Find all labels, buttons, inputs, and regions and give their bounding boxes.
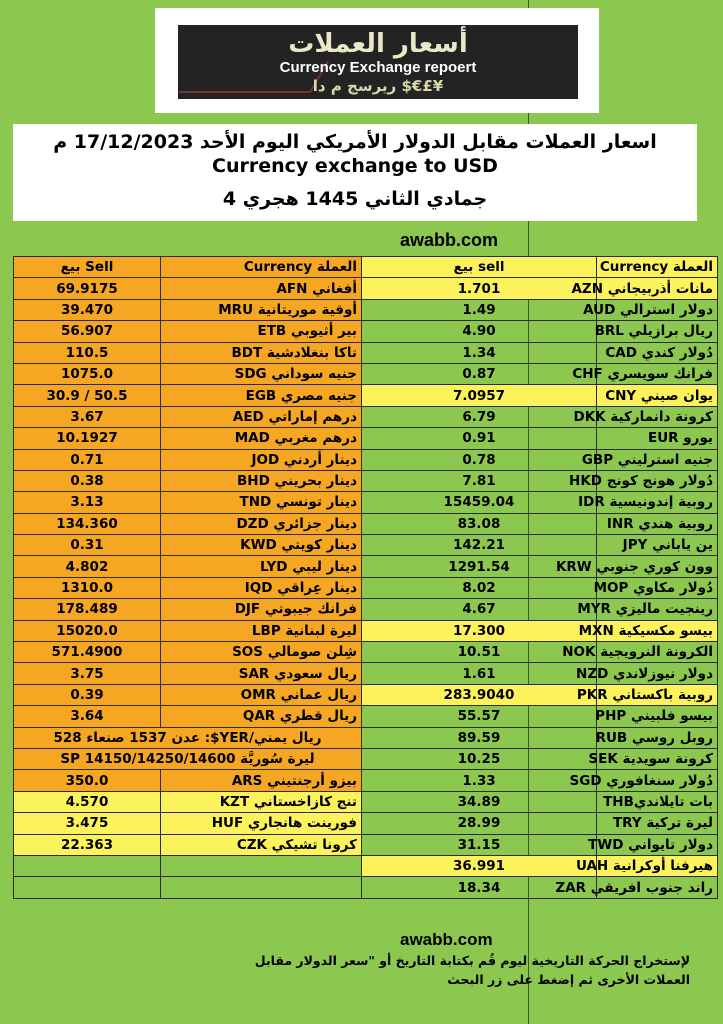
left-currency-cell: دينار بحريني BHD <box>161 470 362 491</box>
rates-table-body <box>14 257 718 899</box>
left-currency-cell: دينار أردني JOD <box>161 449 362 470</box>
left-merged-cell: ليرة سُوريَّة 14150/14250/14600 SP <box>14 748 362 769</box>
left-sell-cell: 571.4900 <box>14 642 161 663</box>
left-sell-cell: 0.31 <box>14 535 161 556</box>
right-currency-cell: بات تايلانديTHB <box>597 791 718 812</box>
right-sell-cell: 4.90 <box>362 321 597 342</box>
left-sell-cell: 15020.0 <box>14 620 161 641</box>
table-row <box>14 321 718 342</box>
right-currency-cell: دُولار هونج كونج HKD <box>597 470 718 491</box>
logo-arabic-text: أسعار العملات <box>288 29 468 59</box>
table-row <box>14 535 718 556</box>
left-sell-cell: 0.71 <box>14 449 161 470</box>
left-sell-cell: 22.363 <box>14 834 161 855</box>
left-currency-cell: بيزو أرجنتيني ARS <box>161 770 362 791</box>
table-row <box>14 855 718 876</box>
table-row <box>14 492 718 513</box>
right-sell-cell: 1.49 <box>362 299 597 320</box>
table-row <box>14 642 718 663</box>
left-currency-cell: ليرة لبنانية LBP <box>161 620 362 641</box>
table-header-row <box>14 257 718 278</box>
right-currency-cell: فرانك سويسري CHF <box>597 363 718 384</box>
header-right-sell: بيع sell <box>362 257 597 278</box>
logo-english-text: Currency Exchange repoert <box>279 59 477 76</box>
table-row <box>14 385 718 406</box>
left-sell-cell: 350.0 <box>14 770 161 791</box>
right-sell-cell: 89.59 <box>362 727 597 748</box>
left-sell-cell: 69.9175 <box>14 278 161 299</box>
right-sell-cell: 8.02 <box>362 577 597 598</box>
left-currency-cell: ريال عماني OMR <box>161 684 362 705</box>
right-sell-cell: 1.61 <box>362 663 597 684</box>
right-sell-cell: 1291.54 <box>362 556 597 577</box>
left-sell-cell: 134.360 <box>14 513 161 534</box>
left-sell-cell: 1310.0 <box>14 577 161 598</box>
left-currency-cell: دينار تونسي TND <box>161 492 362 513</box>
left-sell-cell: 39.470 <box>14 299 161 320</box>
table-row <box>14 449 718 470</box>
left-sell-cell <box>14 877 161 898</box>
right-currency-cell: مانات أذربيجاني AZN <box>597 278 718 299</box>
left-currency-cell: درهم مغربي MAD <box>161 428 362 449</box>
left-sell-cell: 4.802 <box>14 556 161 577</box>
right-sell-cell: 1.701 <box>362 278 597 299</box>
table-row <box>14 663 718 684</box>
table-row <box>14 299 718 320</box>
table-row <box>14 428 718 449</box>
right-currency-cell: بيسو فلبيني PHP <box>597 706 718 727</box>
left-currency-cell: فورينت هانجاري HUF <box>161 813 362 834</box>
right-sell-cell: 7.81 <box>362 470 597 491</box>
left-currency-cell: دينار ليبي LYD <box>161 556 362 577</box>
right-sell-cell: 28.99 <box>362 813 597 834</box>
left-sell-cell: 30.9 / 50.5 <box>14 385 161 406</box>
table-row <box>14 727 718 748</box>
right-sell-cell: 36.991 <box>362 855 597 876</box>
table-row <box>14 813 718 834</box>
left-currency-cell: جنيه مصري EGB <box>161 385 362 406</box>
right-currency-cell: دولار تايواني TWD <box>597 834 718 855</box>
left-sell-cell: 56.907 <box>14 321 161 342</box>
right-currency-cell: دُولار سنغافوري SGD <box>597 770 718 791</box>
right-currency-cell: وون كوري جنوبي KRW <box>597 556 718 577</box>
right-currency-cell: دولار نيوزلاندي NZD <box>597 663 718 684</box>
table-row <box>14 406 718 427</box>
right-currency-cell: ين ياباني JPY <box>597 535 718 556</box>
right-currency-cell: روبية باكستاني PKR <box>597 684 718 705</box>
right-sell-cell: 6.79 <box>362 406 597 427</box>
site-link-top[interactable]: awabb.com <box>400 230 499 250</box>
table-row <box>14 684 718 705</box>
left-sell-cell: 3.64 <box>14 706 161 727</box>
site-logo <box>178 25 578 99</box>
right-sell-cell: 0.87 <box>362 363 597 384</box>
left-sell-cell: 10.1927 <box>14 428 161 449</box>
right-sell-cell: 283.9040 <box>362 684 597 705</box>
table-row <box>14 577 718 598</box>
table-row <box>14 278 718 299</box>
right-sell-cell: 15459.04 <box>362 492 597 513</box>
right-currency-cell: راند جنوب افريقي ZAR <box>597 877 718 898</box>
header-right-currency: العملة Currency <box>597 257 718 278</box>
left-currency-cell: دينار عِراقي IQD <box>161 577 362 598</box>
left-currency-cell: ريال سعودي SAR <box>161 663 362 684</box>
site-link-bottom[interactable]: awabb.com <box>400 930 493 949</box>
right-currency-cell: دُولار مكاوي MOP <box>597 577 718 598</box>
search-instruction-note: لإستخراج الحركة التاريخية ليوم قُم بكتابة التاريخ أو "سعر الدولار مقابل العملات الأخرى ثم إضغط على زر البحث <box>254 953 690 987</box>
left-merged-cell: ريال يمني/YER$: عدن 1537 صنعاء 528 <box>14 727 362 748</box>
right-currency-cell: دولار استرالي AUD <box>597 299 718 320</box>
left-currency-cell: تاكا بنغلادشية BDT <box>161 342 362 363</box>
right-currency-cell: روبية هندي INR <box>597 513 718 534</box>
right-currency-cell: بيسو مكسيكية MXN <box>597 620 718 641</box>
page-header <box>13 124 697 221</box>
right-currency-cell: جنيه استرليني GBP <box>597 449 718 470</box>
left-currency-cell: ريال قطري QAR <box>161 706 362 727</box>
right-sell-cell: 7.0957 <box>362 385 597 406</box>
left-sell-cell: 110.5 <box>14 342 161 363</box>
left-currency-cell: درهم إماراتي AED <box>161 406 362 427</box>
right-sell-cell: 18.34 <box>362 877 597 898</box>
table-row <box>14 513 718 534</box>
table-row <box>14 363 718 384</box>
right-sell-cell: 10.51 <box>362 642 597 663</box>
right-currency-cell: يوان صيني CNY <box>597 385 718 406</box>
page-title: اسعار العملات مقابل الدولار الأمريكي اليوم الأحد 17/12/2023 م Currency exchange to USD <box>53 131 657 177</box>
header-left-sell: بيع Sell <box>14 257 161 278</box>
left-sell-cell: 3.67 <box>14 406 161 427</box>
logo-symbols-text: ريرسج م دا $€£¥ <box>312 77 444 95</box>
right-currency-cell: ريال برازيلي BRL <box>597 321 718 342</box>
left-currency-cell: دينار جزائري DZD <box>161 513 362 534</box>
table-row <box>14 770 718 791</box>
right-currency-cell: روبية إندونيسية IDR <box>597 492 718 513</box>
table-row <box>14 470 718 491</box>
table-row <box>14 791 718 812</box>
right-sell-cell: 17.300 <box>362 620 597 641</box>
hijri-date: 4 جمادي الثاني 1445 هجري <box>222 188 488 210</box>
right-sell-cell: 142.21 <box>362 535 597 556</box>
right-sell-cell: 1.34 <box>362 342 597 363</box>
right-currency-cell: ليرة تركية TRY <box>597 813 718 834</box>
left-currency-cell: شِلن صومالي SOS <box>161 642 362 663</box>
left-sell-cell <box>14 855 161 876</box>
right-sell-cell: 34.89 <box>362 791 597 812</box>
left-currency-cell: أوقية موريتانية MRU <box>161 299 362 320</box>
right-currency-cell: الكرونة النرويجية NOK <box>597 642 718 663</box>
right-currency-cell: رينجيت ماليزي MYR <box>597 599 718 620</box>
table-row <box>14 748 718 769</box>
table-row <box>14 599 718 620</box>
right-currency-cell: كرونة سويدية SEK <box>597 748 718 769</box>
right-currency-cell: روبل روسي RUB <box>597 727 718 748</box>
left-currency-cell: تنج كازاخستاني KZT <box>161 791 362 812</box>
left-sell-cell: 3.75 <box>14 663 161 684</box>
left-currency-cell: بير أثيوبي ETB <box>161 321 362 342</box>
left-sell-cell: 3.13 <box>14 492 161 513</box>
left-currency-cell <box>161 855 362 876</box>
table-row <box>14 706 718 727</box>
left-currency-cell: أفغاني AFN <box>161 278 362 299</box>
right-sell-cell: 0.78 <box>362 449 597 470</box>
right-currency-cell: هيرفنا أوكرانية UAH <box>597 855 718 876</box>
left-sell-cell: 1075.0 <box>14 363 161 384</box>
left-sell-cell: 0.39 <box>14 684 161 705</box>
left-currency-cell <box>161 877 362 898</box>
left-currency-cell: دينار كويتي KWD <box>161 535 362 556</box>
left-sell-cell: 3.475 <box>14 813 161 834</box>
right-sell-cell: 10.25 <box>362 748 597 769</box>
table-row <box>14 620 718 641</box>
left-currency-cell: جنيه سوداني SDG <box>161 363 362 384</box>
right-sell-cell: 31.15 <box>362 834 597 855</box>
right-currency-cell: دُولار كندي CAD <box>597 342 718 363</box>
table-row <box>14 877 718 898</box>
left-sell-cell: 4.570 <box>14 791 161 812</box>
left-currency-cell: كرونا تشيكي CZK <box>161 834 362 855</box>
left-sell-cell: 0.38 <box>14 470 161 491</box>
right-sell-cell: 0.91 <box>362 428 597 449</box>
table-row <box>14 342 718 363</box>
table-row <box>14 556 718 577</box>
table-row <box>14 834 718 855</box>
exchange-rates-table <box>13 256 718 899</box>
header-left-currency: العملة Currency <box>161 257 362 278</box>
left-sell-cell: 178.489 <box>14 599 161 620</box>
right-currency-cell: كرونة دانماركية DKK <box>597 406 718 427</box>
right-sell-cell: 4.67 <box>362 599 597 620</box>
left-currency-cell: فرانك جيبوتي DJF <box>161 599 362 620</box>
right-sell-cell: 55.57 <box>362 706 597 727</box>
right-sell-cell: 83.08 <box>362 513 597 534</box>
right-currency-cell: يورو EUR <box>597 428 718 449</box>
right-sell-cell: 1.33 <box>362 770 597 791</box>
